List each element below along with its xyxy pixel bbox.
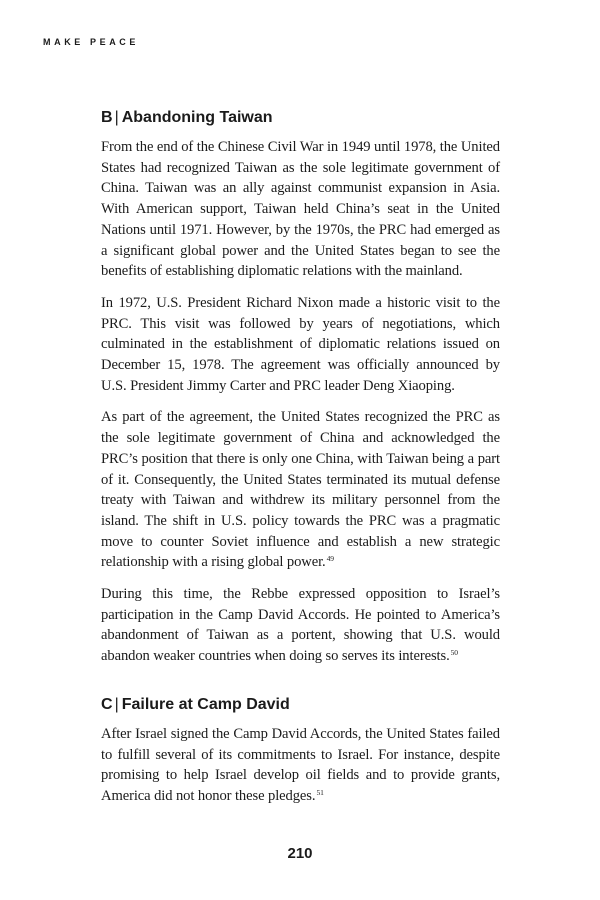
section-title: Failure at Camp David: [121, 695, 290, 713]
page-content: [101, 108, 500, 818]
body-paragraph: During this time, the Rebbe expressed opposition to Israel’s participation in the Camp David Accords. He pointed to America’s abandonment of Taiwan as a portent, showing that U.S. would abandon weaker countries when doing so serves its interests.$^{50}$: [101, 586, 500, 665]
section-separator: |: [114, 109, 119, 126]
body-paragraph: After Israel signed the Camp David Accords, the United States failed to fulfill several of its commitments to Israel. For instance, despite promising to help Israel develop oil fields and to provide grants, America did not honor these pledges.$^{51}$: [101, 725, 500, 804]
section-title: Abandoning Taiwan: [121, 109, 273, 126]
footnote-marker: 51: [316, 787, 324, 797]
body-paragraph: As part of the agreement, the United States recognized the PRC as the sole legitimate government of China and acknowledged the PRC’s position that there is only one China, with Taiwan being a part of it. Consequently, the United States terminated its mutual defense treaty with Taiwan and withdrew its military personnel from the island. The shift in U.S. policy towards the PRC was a pragmatic move to counter Soviet influence and establish a new strategic relationship with a rising global power.$^{49}$: [101, 409, 500, 571]
page-number: 210: [287, 845, 313, 862]
footnote-marker: 50: [450, 648, 458, 658]
footnote-marker: 49: [326, 554, 334, 564]
section-heading: [101, 108, 500, 128]
section-letter: B: [101, 109, 113, 126]
running-head: MAKE PEACE: [43, 37, 140, 47]
section-separator: |: [114, 695, 119, 713]
section-letter: C: [101, 695, 113, 713]
section-heading: [101, 695, 500, 715]
body-paragraph: In 1972, U.S. President Richard Nixon made a historic visit to the PRC. This visit was followed by years of negotiations, which culminated in the establishment of diplomatic relations issued on December 15, 1978. The agreement was officially announced by U.S. President Jimmy Carter and PRC leader Deng Xiaoping.: [101, 294, 500, 394]
body-paragraph: From the end of the Chinese Civil War in 1949 until 1978, the United States had recognized Taiwan as the sole legitimate government of China. Taiwan was an ally against communist expansion in Asia. With American support, Taiwan held China’s seat in the United Nations until 1971. However, by the 1970s, the PRC had emerged as a significant global power and the United States began to see the benefits of establishing diplomatic relations with the mainland.: [101, 139, 500, 280]
